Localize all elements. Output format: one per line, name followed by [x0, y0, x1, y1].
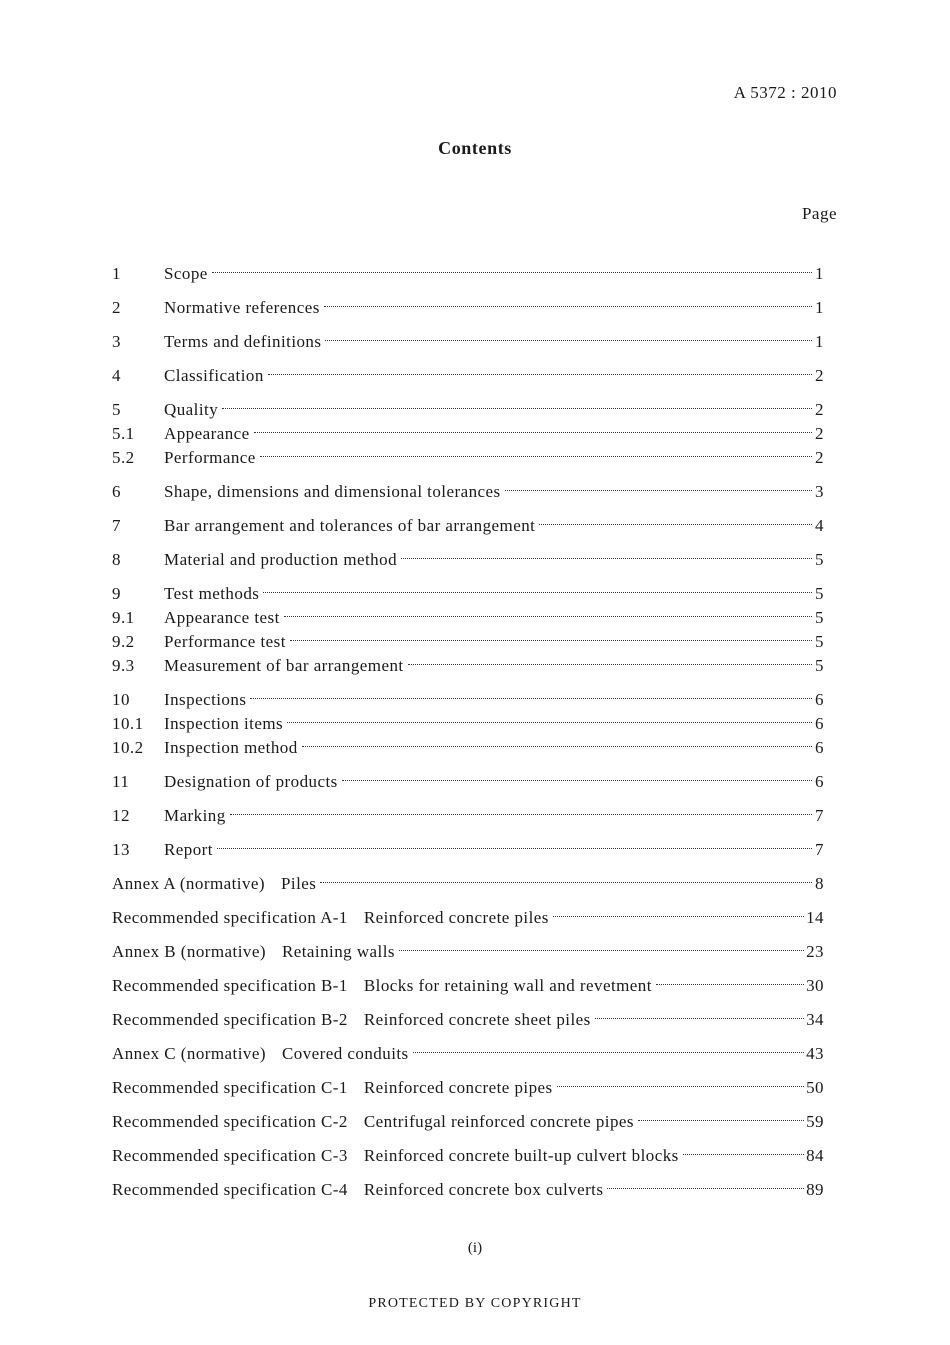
- annex-page: 50: [806, 1078, 824, 1097]
- toc-number: 10.2: [112, 738, 144, 757]
- annex-entry-a-1[interactable]: [112, 906, 824, 930]
- toc-entry-4[interactable]: [112, 364, 824, 388]
- dot-leader: [683, 1154, 804, 1155]
- toc-entry-9-3[interactable]: [112, 654, 824, 678]
- toc-title: Performance test: [164, 632, 286, 651]
- annex-entry-c-3[interactable]: [112, 1144, 824, 1168]
- dot-leader: [539, 524, 812, 525]
- annex-label: Annex C (normative): [112, 1044, 266, 1063]
- annex-page: 8: [815, 874, 824, 893]
- dot-leader: [595, 1018, 804, 1019]
- toc-number: 10.1: [112, 714, 144, 733]
- toc-page: 5: [815, 550, 824, 569]
- annex-title: Reinforced concrete piles: [363, 908, 549, 927]
- dot-leader: [268, 374, 812, 375]
- annex-label: Recommended specification A-1: [112, 908, 348, 927]
- toc-title: Scope: [164, 264, 208, 283]
- toc-title: Test methods: [164, 584, 260, 603]
- annex-label: Annex B (normative): [112, 942, 266, 961]
- toc-title: Classification: [164, 366, 264, 385]
- copyright-notice: PROTECTED BY COPYRIGHT: [368, 1296, 582, 1311]
- dot-leader: [290, 640, 812, 641]
- toc-entry-6[interactable]: [112, 480, 824, 504]
- toc-entry-9[interactable]: [112, 582, 824, 606]
- toc-entry-3[interactable]: [112, 330, 824, 354]
- dot-leader: [553, 916, 804, 917]
- toc-entry-1[interactable]: [112, 262, 824, 286]
- toc-number: 5: [112, 400, 121, 419]
- annex-entry-c-1[interactable]: [112, 1076, 824, 1100]
- toc-title: Appearance test: [164, 608, 280, 627]
- toc-page: 7: [815, 840, 824, 859]
- toc-number: 1: [112, 264, 121, 283]
- toc-title: Inspections: [164, 690, 247, 709]
- toc-page: 6: [815, 714, 824, 733]
- standard-id: A 5372 : 2010: [733, 83, 837, 102]
- toc-page: 1: [815, 332, 824, 351]
- annex-title: Reinforced concrete sheet piles: [363, 1010, 591, 1029]
- annex-title: Blocks for retaining wall and revetment: [363, 976, 652, 995]
- annex-title: Reinforced concrete pipes: [363, 1078, 553, 1097]
- dot-leader: [413, 1052, 804, 1053]
- toc-title: Material and production method: [164, 550, 398, 569]
- toc-page: 2: [815, 366, 824, 385]
- toc-page: 1: [815, 264, 824, 283]
- page-number: (i): [467, 1240, 483, 1256]
- annex-entry-c-4[interactable]: [112, 1178, 824, 1202]
- dot-leader: [342, 780, 812, 781]
- dot-leader: [638, 1120, 804, 1121]
- toc-page: 5: [815, 656, 824, 675]
- toc-number: 11: [112, 772, 130, 791]
- dot-leader: [284, 616, 812, 617]
- annex-page: 89: [806, 1180, 824, 1199]
- annex-page: 23: [806, 942, 824, 961]
- toc-entry-7[interactable]: [112, 514, 824, 538]
- toc-title: Measurement of bar arrangement: [164, 656, 404, 675]
- toc-page: 5: [815, 632, 824, 651]
- toc-entry-8[interactable]: [112, 548, 824, 572]
- toc-entry-10-2[interactable]: [112, 736, 824, 760]
- annex-page: 30: [806, 976, 824, 995]
- dot-leader: [557, 1086, 804, 1087]
- annex-label: Annex A (normative): [112, 874, 266, 893]
- dot-leader: [254, 432, 812, 433]
- toc-entry-10-1[interactable]: [112, 712, 824, 736]
- annex-entry-c-2[interactable]: [112, 1110, 824, 1134]
- toc-entry-5[interactable]: [112, 398, 824, 422]
- dot-leader: [250, 698, 812, 699]
- toc-entry-2[interactable]: [112, 296, 824, 320]
- toc-number: 5.1: [112, 424, 135, 443]
- toc-title: Quality: [164, 400, 219, 419]
- toc-number: 2: [112, 298, 121, 317]
- annex-entry-b[interactable]: [112, 940, 824, 964]
- toc-page: 6: [815, 738, 824, 757]
- toc-title: Inspection items: [164, 714, 284, 733]
- toc-title: Designation of products: [164, 772, 338, 791]
- toc-entry-13[interactable]: [112, 838, 824, 862]
- table-of-contents: [112, 262, 824, 1202]
- annex-title: Centrifugal reinforced concrete pipes: [363, 1112, 634, 1131]
- toc-page: 2: [815, 448, 824, 467]
- annex-entry-c[interactable]: [112, 1042, 824, 1066]
- annex-label: Recommended specification C-3: [112, 1146, 348, 1165]
- toc-number: 3: [112, 332, 121, 351]
- dot-leader: [505, 490, 812, 491]
- dot-leader: [408, 664, 812, 665]
- dot-leader: [399, 950, 804, 951]
- annex-title: Retaining walls: [281, 942, 395, 961]
- dot-leader: [324, 306, 812, 307]
- annex-page: 59: [806, 1112, 824, 1131]
- toc-title: Terms and definitions: [164, 332, 322, 351]
- toc-number: 10: [112, 690, 130, 709]
- toc-entry-5-1[interactable]: [112, 422, 824, 446]
- toc-page: 6: [815, 772, 824, 791]
- annex-label: Recommended specification C-1: [112, 1078, 348, 1097]
- toc-number: 9: [112, 584, 121, 603]
- toc-page: 6: [815, 690, 824, 709]
- annex-page: 14: [806, 908, 824, 927]
- toc-number: 12: [112, 806, 130, 825]
- toc-entry-10[interactable]: [112, 688, 824, 712]
- toc-page: 1: [815, 298, 824, 317]
- toc-number: 13: [112, 840, 130, 859]
- toc-title: Performance: [164, 448, 256, 467]
- annex-title: Piles: [281, 874, 317, 893]
- toc-title: Normative references: [164, 298, 320, 317]
- toc-entry-9-1[interactable]: [112, 606, 824, 630]
- toc-entry-12[interactable]: [112, 804, 824, 828]
- dot-leader: [217, 848, 812, 849]
- dot-leader: [325, 340, 812, 341]
- dot-leader: [656, 984, 804, 985]
- toc-page: 5: [815, 584, 824, 603]
- annex-label: Recommended specification C-2: [112, 1112, 348, 1131]
- annex-label: Recommended specification B-1: [112, 976, 348, 995]
- toc-entry-9-2[interactable]: [112, 630, 824, 654]
- annex-entry-b-2[interactable]: [112, 1008, 824, 1032]
- dot-leader: [212, 272, 812, 273]
- toc-title: Shape, dimensions and dimensional tolerances: [164, 482, 501, 501]
- dot-leader: [222, 408, 812, 409]
- toc-title: Bar arrangement and tolerances of bar arrangement: [164, 516, 536, 535]
- annex-page: 84: [806, 1146, 824, 1165]
- dot-leader: [302, 746, 812, 747]
- dot-leader: [260, 456, 812, 457]
- toc-page: 2: [815, 424, 824, 443]
- dot-leader: [607, 1188, 804, 1189]
- page-title: Contents: [438, 138, 512, 158]
- toc-page: 3: [815, 482, 824, 501]
- annex-label: Recommended specification C-4: [112, 1180, 348, 1199]
- toc-number: 9.3: [112, 656, 135, 675]
- dot-leader: [230, 814, 812, 815]
- toc-number: 8: [112, 550, 121, 569]
- toc-entry-11[interactable]: [112, 770, 824, 794]
- toc-title: Report: [164, 840, 213, 859]
- dot-leader: [401, 558, 812, 559]
- toc-number: 4: [112, 366, 121, 385]
- dot-leader: [263, 592, 812, 593]
- toc-number: 9.2: [112, 632, 135, 651]
- toc-number: 7: [112, 516, 121, 535]
- toc-title: Appearance: [164, 424, 250, 443]
- dot-leader: [320, 882, 812, 883]
- annex-title: Reinforced concrete built-up culvert blocks: [363, 1146, 679, 1165]
- toc-page: 4: [815, 516, 824, 535]
- toc-title: Inspection method: [164, 738, 298, 757]
- annex-entry-b-1[interactable]: [112, 974, 824, 998]
- toc-number: 5.2: [112, 448, 135, 467]
- annex-page: 34: [806, 1010, 824, 1029]
- toc-page: 7: [815, 806, 824, 825]
- toc-number: 6: [112, 482, 121, 501]
- toc-number: 9.1: [112, 608, 135, 627]
- annex-page: 43: [806, 1044, 824, 1063]
- annex-entry-a[interactable]: [112, 872, 824, 896]
- page-column-heading: Page: [801, 204, 837, 223]
- annex-title: Covered conduits: [281, 1044, 409, 1063]
- dot-leader: [287, 722, 812, 723]
- toc-page: 2: [815, 400, 824, 419]
- annex-label: Recommended specification B-2: [112, 1010, 348, 1029]
- toc-entry-5-2[interactable]: [112, 446, 824, 470]
- toc-title: Marking: [164, 806, 226, 825]
- annex-title: Reinforced concrete box culverts: [363, 1180, 604, 1199]
- toc-page: 5: [815, 608, 824, 627]
